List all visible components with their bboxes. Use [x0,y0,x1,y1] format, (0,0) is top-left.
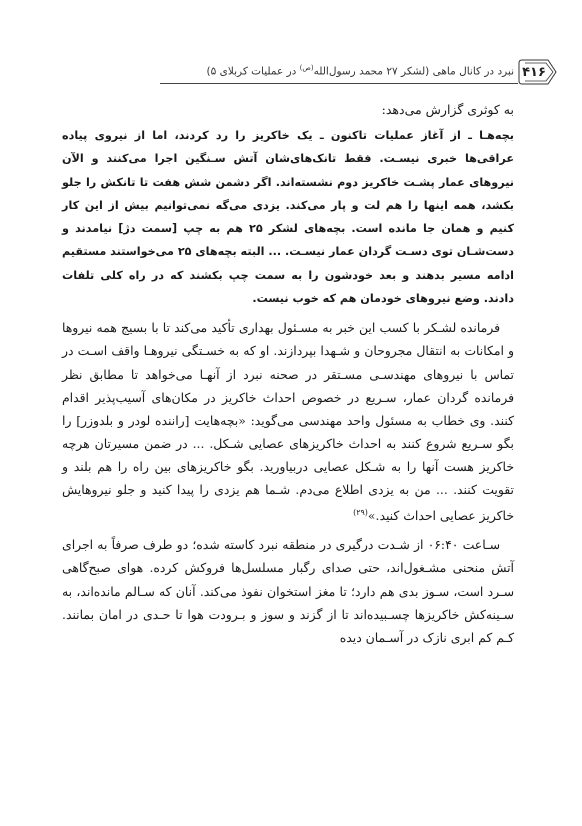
intro-line: به کوثری گزارش می‌دهد: [381,102,514,117]
running-title-tail: در عملیات کربلای ۵) [206,65,300,78]
running-title-honorific: (ص) [299,64,314,72]
paragraph-morning: سـاعت ۰۶:۴۰ از شـدت درگیری در منطقه نبرد کاسته شده؛ دو طرف صرفاً به اجرای آتش منحنی مشـغول‌اند، حتی صدای رگبار مسلسل‌ها فروکش کرده. هوای صبح‌گاهی سـرد است، سـوز بدی هم دارد؛ تا مغز استخوان نفوذ می‌کند. آنان که سـالم مانده‌اند، به سـینه‌کش خاکریزها چسـبیده‌اند تا از گزند و سوز و بـرودت هوا تا حـدی در امان بمانند. کـم کم ابری نازک در آسـمان دیده [62,537,514,645]
running-title-main: نبرد در کانال ماهی (لشکر ۲۷ محمد رسول‌الله [313,65,514,78]
page-number-badge [518,59,558,85]
running-title [207,64,514,78]
page-body [62,100,514,649]
header-rule [160,83,518,84]
paragraph-commander-text: فرمانده لشـکر با کسب این خبر به مسـئول بهداری تأکید می‌کند تا با بسیج همه نیروها و امکانات به انتقال مجروحان و شـهدا بپردازند. او که به خسـتگی نیروهـا واقف اسـت در تماس با نیروهای مهندسـی مسـتقر در صحنه نبرد از آنهـا می‌خواهد تا مطابق نظر فرمانده گردان عمار، سـریع در خصوص احداث خاکریز در مکان‌های آسیب‌پذیر اقدام کنند. وی خطاب به مسئول واحد مهندسی می‌گوید: «بچه‌هایت [راننده لودر و بلدوزر] را بگو سـریع شروع کنند به احداث خاکریزهای عصایی شـکل. ... در ضمن مسیرتان هرچه خاکریز هست آنها را به شـکل عصایی دربیاورید. بگو خاکریزهای بین راه را هم بلند و تقویت کنند. ... من به یزدی اطلاع می‌دم. شـما هم یزدی را پیدا کنید و جلو نیروهایش خاکریز عصایی احداث کنید.» [62,320,514,524]
page-number: ۴۱۶ [522,64,546,80]
paragraph-commander [62,316,514,527]
report-quote: بچه‌هـا ـ از آغاز عملیات تاکنون ـ یک خاکریز را رد کردند، اما از نیروی پیاده عراقی‌ها خبری نیسـت. فقط تانک‌های‌شان آتش سـنگین اجرا می‌کنند و الآن نیروهای عمار پشـت خاکریز دوم نشسته‌اند. اگر دشمن شش هفت تا تانکش را جلو بکشد، همه اینها را هم لت و پار می‌کند. یزدی می‌گه نمی‌توانیم بیش از این کار کنیم و همان جا مانده است. بچه‌های لشکر ۲۵ هم به چپ [سمت دژ] نیامدند و دست‌شـان توی دسـت گردان عمار نیسـت. ... البته بچه‌های ۲۵ می‌خواستند مستقیم ادامه مسیر بدهند و بعد خودشون را به سمت چپ بکشند که در راه کلی تلفات دادند. وضع نیروهای خودمان هم که خوب نیست. [62,129,514,306]
footnote-reference: (۲۹) [353,508,368,518]
running-header [160,57,558,87]
